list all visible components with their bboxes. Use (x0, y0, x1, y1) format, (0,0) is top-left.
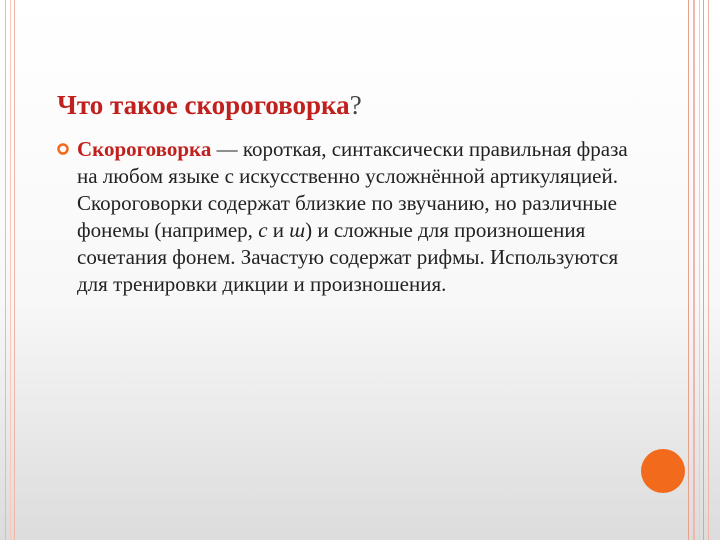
definition-paragraph (77, 136, 632, 298)
left-border-line (14, 0, 15, 540)
example-letter: с (258, 218, 268, 242)
paragraph-text: ) и сложные для произношения сочетания фонем. Зачастую содержат рифмы. Используются для тренировки дикции и произношения. (77, 218, 619, 296)
right-border-line (703, 0, 704, 540)
term-label: Скороговорка (77, 137, 212, 161)
paragraph-text: и (267, 218, 290, 242)
right-border-line (708, 0, 709, 540)
ring-bullet-icon (57, 143, 69, 155)
right-border-line (699, 0, 700, 540)
slide-title (57, 90, 362, 121)
title-question-mark: ? (349, 90, 362, 120)
title-text: Что такое скороговорка (57, 90, 350, 120)
right-border-line (688, 0, 689, 540)
orange-circle-decoration (641, 449, 685, 493)
left-border-line (5, 0, 6, 540)
left-border-line (10, 0, 11, 540)
right-border-line (693, 0, 695, 540)
paragraph-text: — короткая, синтаксически правильная фраза на любом языке с искусственно усложнённой артикуляцией. Скороговорки содержат близкие по звучанию, но различные фонемы (например, (77, 137, 628, 242)
example-letter: ш (289, 218, 306, 242)
